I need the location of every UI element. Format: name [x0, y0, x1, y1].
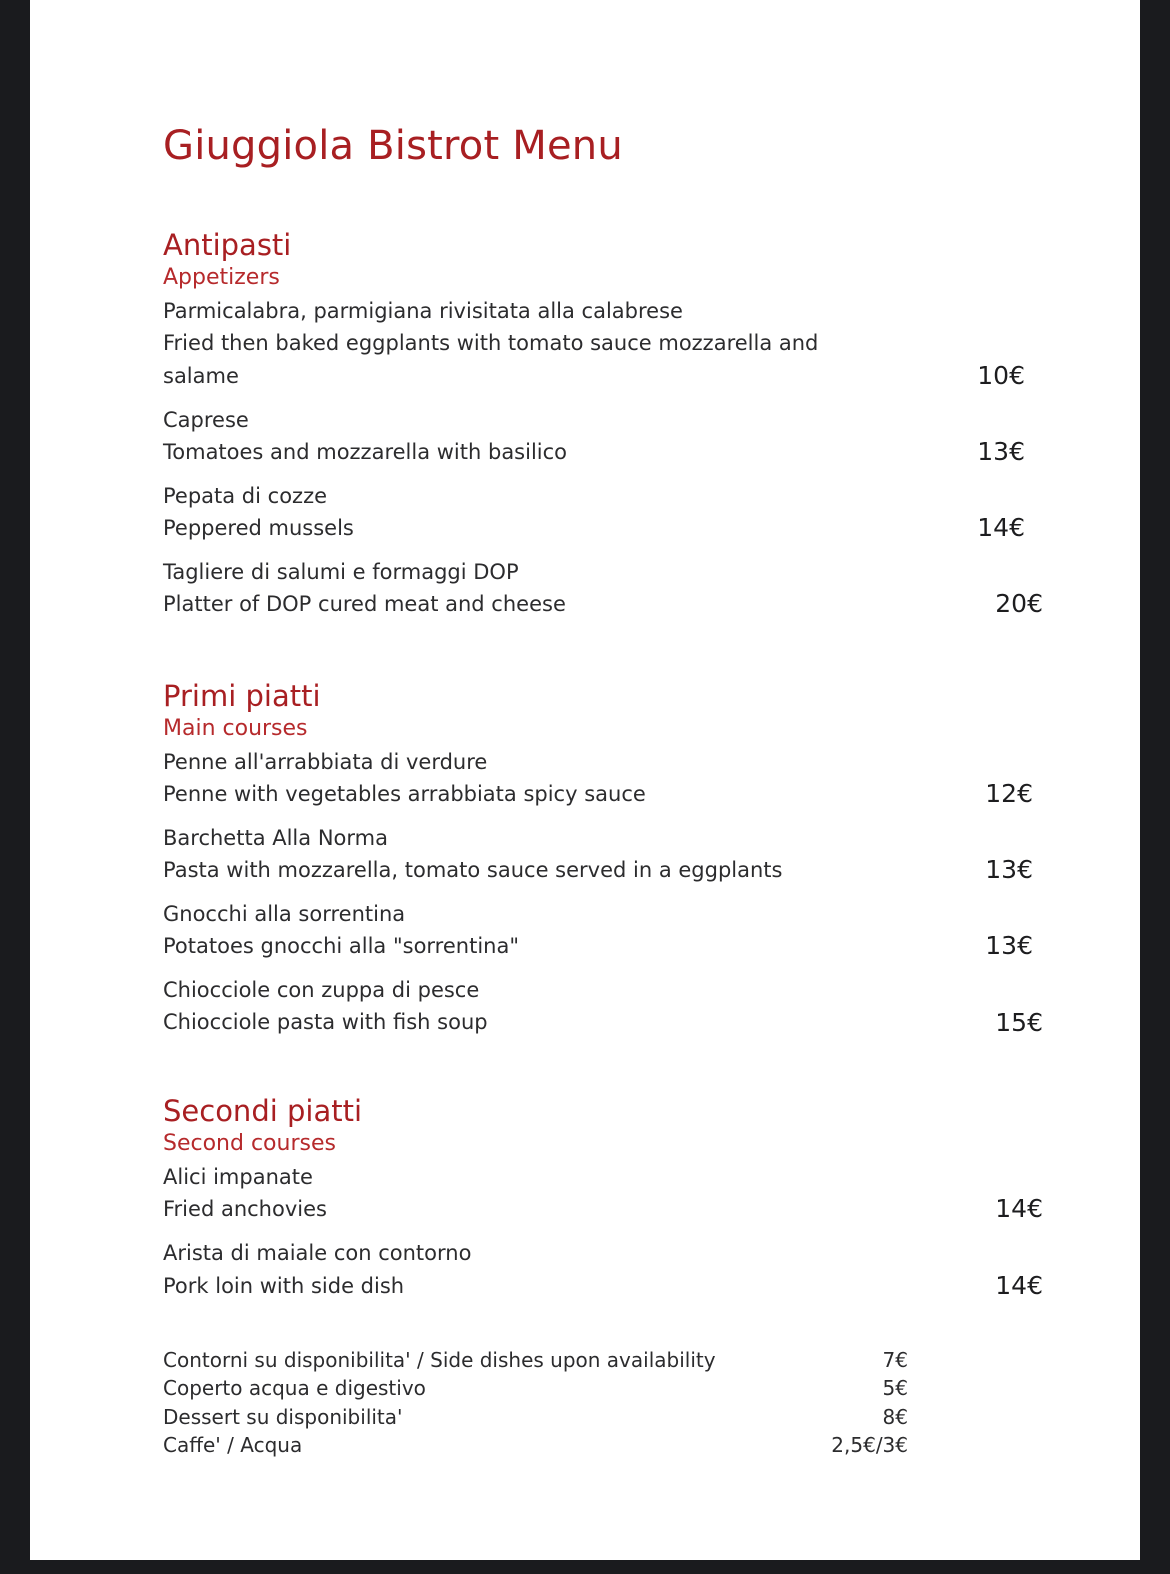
section-subtitle-antipasti: Appetizers	[163, 265, 280, 291]
menu-item-name-en: Fried then baked eggplants with tomato sauce mozzarella and salame	[163, 331, 819, 388]
menu-item-price: 14€	[995, 1270, 1043, 1300]
extras-label: Coperto acqua e digestivo	[163, 1376, 426, 1401]
extras-list	[163, 1302, 908, 1460]
menu-item	[163, 404, 1043, 469]
menu-item-name-en: Pork loin with side dish	[163, 1273, 405, 1298]
menu-item-row	[163, 1270, 1043, 1303]
menu-item	[163, 898, 1043, 963]
section-subtitle-primi-piatti: Main courses	[163, 716, 308, 742]
extras-price: 7€	[882, 1348, 908, 1373]
extras-label: Caffe' / Acqua	[163, 1433, 303, 1458]
menu-item-price: 12€	[985, 779, 1033, 809]
menu-item-price: 14€	[977, 513, 1025, 543]
menu-item-name-it: Parmicalabra, parmigiana rivisitata alla calabrese	[163, 298, 683, 323]
menu-item-row	[163, 588, 1043, 621]
menu-item-name-it: Pepata di cozze	[163, 483, 328, 508]
menu-item-name-it: Alici impanate	[163, 1164, 313, 1189]
menu-item	[163, 480, 1043, 545]
extras-label: Dessert su disponibilita'	[163, 1404, 403, 1429]
menu-item-name-it: Chiocciole con zuppa di pesce	[163, 977, 480, 1002]
extras-price: 5€	[882, 1376, 908, 1401]
extras-price: 2,5€/3€	[831, 1433, 908, 1458]
menu-item-name-it: Penne all'arrabbiata di verdure	[163, 749, 488, 774]
menu-item-name-en: Platter of DOP cured meat and cheese	[163, 592, 566, 617]
menu-item-list-secondi-piatti	[163, 1161, 1043, 1302]
menu-item-price: 10€	[977, 361, 1025, 390]
menu-item-name-en: Pasta with mozzarella, tomato sauce served in a eggplants	[163, 858, 783, 883]
menu-item-name-it: Caprese	[163, 407, 249, 432]
menu-item-name-it: Arista di maiale con contorno	[163, 1240, 472, 1265]
menu-item-row	[163, 854, 1043, 887]
menu-item-row	[163, 1193, 1043, 1226]
extras-row	[163, 1403, 908, 1431]
menu-item-name-en: Tomatoes and mozzarella with basilico	[163, 440, 568, 465]
section-title-secondi-piatti: Secondi piatti	[163, 1094, 363, 1129]
menu-section-primi-piatti	[163, 621, 1043, 1039]
menu-item-row	[163, 1006, 1043, 1039]
menu-item-name-en: Fried anchovies	[163, 1197, 327, 1222]
menu-item-list-antipasti	[163, 295, 1043, 621]
menu-item-row	[163, 512, 1043, 545]
menu-item	[163, 974, 1043, 1039]
menu-item	[163, 556, 1043, 621]
menu-item-price: 20€	[995, 589, 1043, 619]
menu-item-price: 13€	[985, 931, 1033, 961]
menu-content	[163, 0, 1043, 1460]
extras-price: 8€	[882, 1404, 908, 1429]
extras-row	[163, 1374, 908, 1402]
menu-item-row	[163, 930, 1043, 963]
menu-item-list-primi-piatti	[163, 746, 1043, 1039]
menu-item	[163, 1237, 1043, 1302]
menu-item-name-it: Barchetta Alla Norma	[163, 825, 388, 850]
extras-row	[163, 1346, 908, 1374]
menu-item-name-en: Chiocciole pasta with fish soup	[163, 1010, 488, 1035]
extras-row	[163, 1431, 908, 1459]
menu-item	[163, 822, 1043, 887]
menu-item	[163, 1161, 1043, 1226]
menu-item-price: 13€	[977, 437, 1025, 467]
menu-item-price: 14€	[995, 1194, 1043, 1224]
section-title-antipasti: Antipasti	[163, 228, 292, 262]
menu-item-name-it: Gnocchi alla sorrentina	[163, 901, 406, 926]
menu-item-price: 13€	[985, 855, 1033, 885]
menu-item-name-en: Potatoes gnocchi alla "sorrentina"	[163, 934, 519, 959]
menu-item-name-en: Penne with vegetables arrabbiata spicy sauce	[163, 782, 646, 807]
page-title: Giuggiola Bistrot Menu	[163, 123, 623, 169]
menu-item	[163, 295, 1043, 393]
menu-item-row	[163, 778, 1043, 811]
menu-item-price: 15€	[995, 1007, 1043, 1037]
extras-label: Contorni su disponibilita' / Side dishes upon availability	[163, 1348, 716, 1373]
menu-section-antipasti	[163, 167, 1043, 621]
menu-item-name-en: Peppered mussels	[163, 516, 354, 541]
menu-item-row	[163, 327, 1043, 392]
menu-page	[30, 0, 1140, 1560]
menu-section-secondi-piatti	[163, 1039, 1043, 1302]
menu-item	[163, 746, 1043, 811]
menu-item-row	[163, 436, 1043, 469]
section-subtitle-secondi-piatti: Second courses	[163, 1131, 336, 1157]
menu-item-name-it: Tagliere di salumi e formaggi DOP	[163, 559, 519, 584]
section-title-primi-piatti: Primi piatti	[163, 678, 321, 713]
